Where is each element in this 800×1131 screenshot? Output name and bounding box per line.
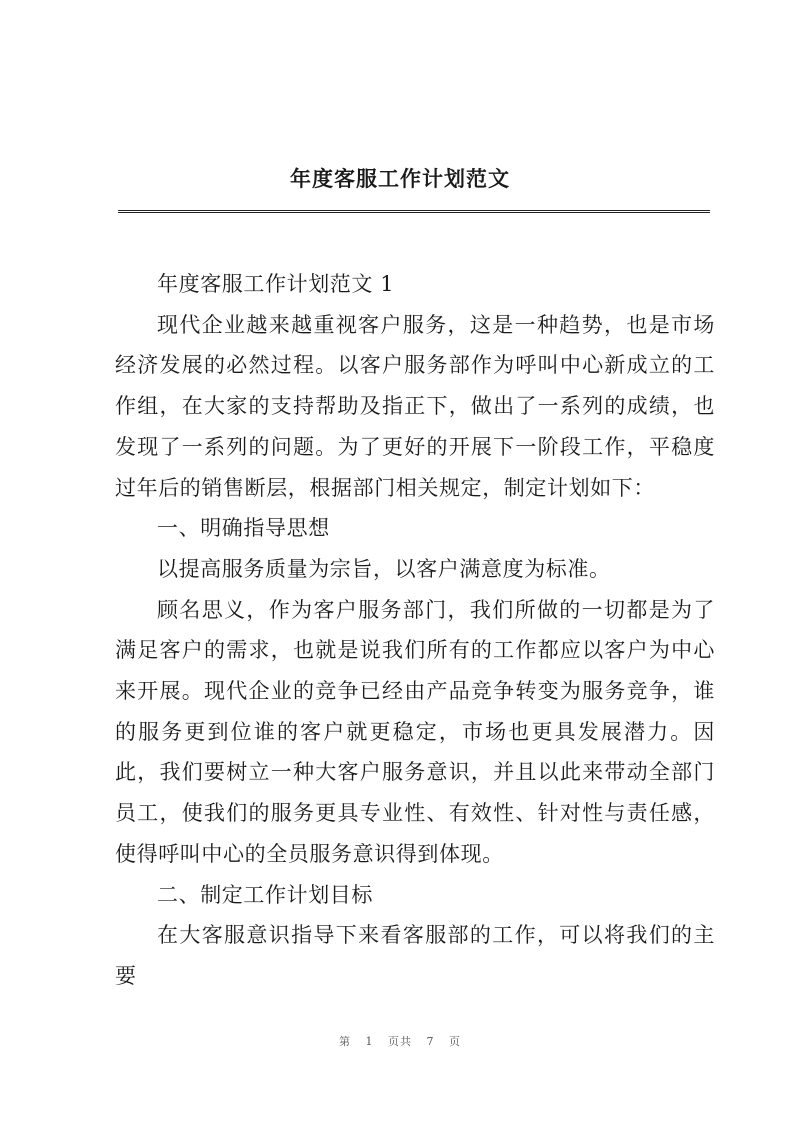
page-footer xyxy=(0,1033,800,1049)
footer-label-total: 页共 xyxy=(388,1035,412,1048)
paragraph: 年度客服工作计划范文 1 xyxy=(157,272,395,296)
title-divider xyxy=(118,210,710,213)
footer-label-page: 第 xyxy=(339,1035,351,1048)
paragraph: 二、制定工作计划目标 xyxy=(157,882,373,907)
paragraph: 一、明确指导思想 xyxy=(157,516,330,541)
document-body xyxy=(115,264,715,997)
paragraph: 现代企业越来越重视客户服务，这是一种趋势，也是市场经济发展的必然过程。以客户服务部作为呼叫中心新成立的工作组，在大家的支持帮助及指正下，做出了一系列的成绩，也发现了一系列的问题。为了更好的开展下一阶段工作，平稳度过年后的销售断层，根据部门相关规定，制定计划如下： xyxy=(115,312,715,500)
page-title: 年度客服工作计划范文 xyxy=(290,167,510,191)
paragraph: 顾名思义，作为客户服务部门，我们所做的一切都是为了满足客户的需求，也就是说我们所有的工作都应以客户为中心来开展。现代企业的竞争已经由产品竞争转变为服务竞争，谁的服务更到位谁的客户就更稳定，市场也更具发展潜力。因此，我们要树立一种大客户服务意识，并且以此来带动全部门员工，使我们的服务更具专业性、有效性、针对性与责任感，使得呼叫中心的全员服务意识得到体现。 xyxy=(115,597,715,866)
footer-current-page: 1 xyxy=(365,1035,374,1048)
footer-label-end: 页 xyxy=(449,1035,461,1048)
footer-total-pages: 7 xyxy=(426,1035,435,1048)
paragraph: 在大客服意识指导下来看客服部的工作，可以将我们的主要 xyxy=(115,923,715,988)
paragraph: 以提高服务质量为宗旨，以客户满意度为标准。 xyxy=(157,556,611,581)
